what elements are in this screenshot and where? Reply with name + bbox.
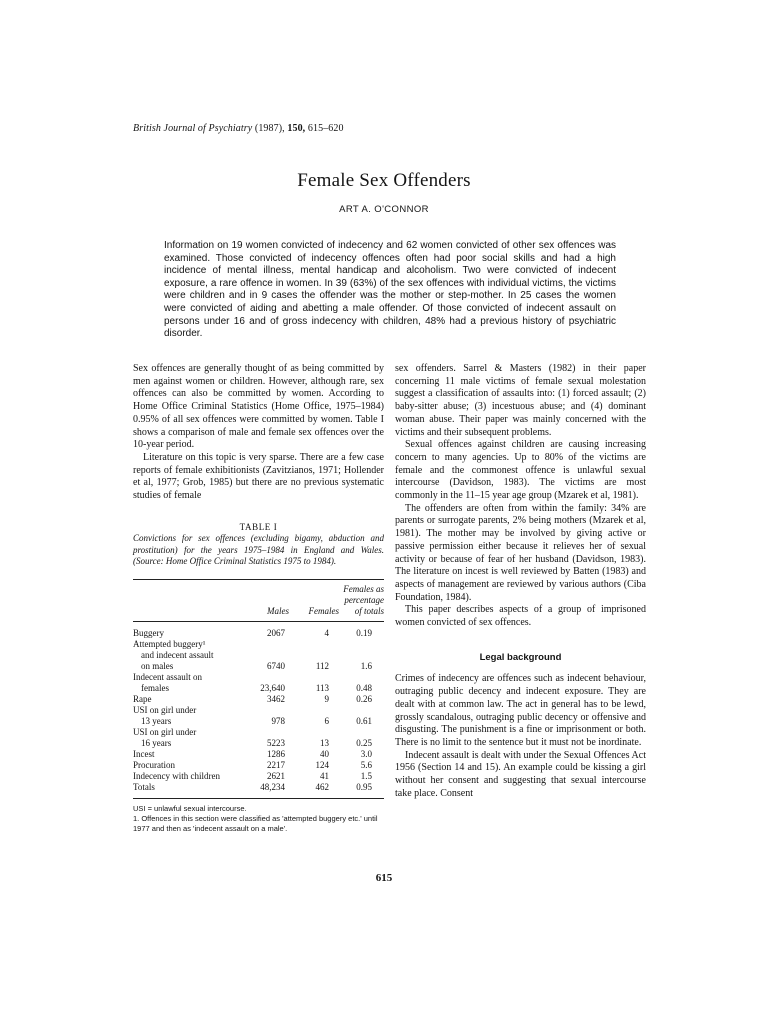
table-cell-females: 13 xyxy=(320,738,329,749)
table-cell-percentage xyxy=(339,672,384,683)
table-cell-males: 2067 xyxy=(267,628,285,639)
page-number: 615 xyxy=(375,872,393,884)
table-cell-percentage xyxy=(339,705,384,716)
table-cell-percentage: 0.26 xyxy=(356,694,372,705)
table-row xyxy=(133,738,384,749)
table-cell-males: 978 xyxy=(271,716,285,727)
table-cell-females: 124 xyxy=(315,760,329,771)
journal-pages: 615–620 xyxy=(307,123,344,134)
table-header-percentage: Females as percentage of totals xyxy=(343,584,384,617)
table-note: USI = unlawful sexual intercourse. xyxy=(133,804,247,814)
table-cell-percentage: 0.61 xyxy=(356,716,372,727)
table-cell-females: 112 xyxy=(315,661,329,672)
table-cell-females: 41 xyxy=(320,771,329,782)
table-cell-males: 2217 xyxy=(267,760,285,771)
table-cell-offence: and indecent assault xyxy=(141,650,214,661)
table-cell-percentage xyxy=(339,639,384,650)
table-cell-percentage: 5.6 xyxy=(360,760,372,771)
table-cell-females xyxy=(289,650,339,661)
table-cell-offence: Buggery xyxy=(133,628,164,639)
table-header-males: Males xyxy=(267,606,289,617)
body-paragraph-1: sex offenders. Sarrel & Masters (1982) in their paper concerning 11 male victims of female sexual molestation suggest a classification of assaults into: (1) forced assault; (2) baby-sitter abuse; (3) incestuous abuse; and (4) dominant woman abuse. Their paper was mainly concerned with the victims and their subsequent problems. xyxy=(395,363,646,438)
left-column xyxy=(133,363,384,834)
table-cell-percentage xyxy=(339,727,384,738)
table-note: 1. Offences in this section were classified as 'attempted buggery etc.' until 1977 and then as 'indecent assault on a male'. xyxy=(133,814,378,834)
table-cell-percentage: 0.19 xyxy=(356,628,372,639)
table-row xyxy=(133,716,384,727)
table-row xyxy=(133,771,384,782)
journal-name: British Journal of Psychiatry xyxy=(133,123,253,134)
table-cell-males xyxy=(247,705,289,716)
journal-volume: 150, xyxy=(287,123,306,134)
table-cell-offence: on males xyxy=(141,661,174,672)
intro-paragraph-2: Literature on this topic is very sparse. There are a few case reports of female exhibitionists (Zavitzianos, 1971; Hollender et al, 1977; Grob, 1985) but there are no previous systematic studies of female xyxy=(133,451,384,502)
table-cell-offence: Procuration xyxy=(133,760,175,771)
table-cell-females: 113 xyxy=(315,683,329,694)
table-cell-females: 4 xyxy=(324,628,329,639)
table-cell-males: 1286 xyxy=(267,749,285,760)
table-cell-females: 6 xyxy=(324,716,329,727)
table-cell-percentage: 0.95 xyxy=(356,782,372,793)
body-paragraph-2: Sexual offences against children are causing increasing concern to many agencies. Up to 80% of the victims are female and the commonest offence is unlawful sexual intercourse (Davidson, 1983). The victims are most commonly in the 11–15 year age group (Mzarek et al, 1981). xyxy=(395,439,646,502)
right-column xyxy=(395,363,646,801)
table-cell-percentage: 3.0 xyxy=(360,749,372,760)
table-cell-percentage: 1.5 xyxy=(360,771,372,782)
table-row xyxy=(133,760,384,771)
table-cell-males: 23,640 xyxy=(260,683,285,694)
table-cell-offence: Indecent assault on xyxy=(133,672,202,683)
table-cell-offence: 16 years xyxy=(141,738,172,749)
table-cell-males xyxy=(247,650,289,661)
table-row xyxy=(133,749,384,760)
table-cell-females: 9 xyxy=(324,694,329,705)
table-row xyxy=(133,661,384,672)
table-cell-males xyxy=(247,639,289,650)
table-cell-offence: Attempted buggery¹ xyxy=(133,639,206,650)
table-caption: Convictions for sex offences (excluding bigamy, abduction and prostitution) for the years 1975–1984 in England and Wales. (Source: Home Office Criminal Statistics 1975 to 1984). xyxy=(133,533,384,566)
table-cell-males: 5223 xyxy=(267,738,285,749)
table-cell-females xyxy=(289,727,339,738)
table-body xyxy=(133,622,384,799)
table-cell-males xyxy=(247,727,289,738)
table-header-offence xyxy=(133,580,247,622)
journal-year: (1987), xyxy=(254,123,285,134)
table-row xyxy=(133,683,384,694)
table-cell-males: 3462 xyxy=(267,694,285,705)
table-cell-females xyxy=(289,672,339,683)
table-row xyxy=(133,622,384,640)
table-cell-offence: Totals xyxy=(133,782,155,793)
body-paragraph-3: The offenders are often from within the family: 34% are parents or surrogate parents, 2% being mothers (Mzarek et al, 1981). The mother may be involved by giving active or passive permission either because it relieves her of sexual activity or because of fear of her husband (Davidson, 1983). The literature on incest is well reviewed by Batten (1983) and aspects of management are reviewed by various authors (Ciba Foundation, 1984). xyxy=(395,502,646,603)
table-cell-offence: Rape xyxy=(133,694,152,705)
table-cell-females: 462 xyxy=(315,782,329,793)
table-cell-offence: Indecency with children xyxy=(133,771,220,782)
table-cell-percentage: 1.6 xyxy=(360,661,372,672)
body-paragraph-6: Indecent assault is dealt with under the Sexual Offences Act 1956 (Section 14 and 15). An example could be kissing a girl without her consent and suggesting that sexual intercourse take place. Consent xyxy=(395,749,646,799)
table-cell-offence: USI on girl under xyxy=(133,727,197,738)
table-cell-offence: Incest xyxy=(133,749,155,760)
body-paragraph-5: Crimes of indecency are offences such as indecent behaviour, outraging public decency and indecent exposure. They are dealt with at common law. The act in general has to be lewd, grossly scandalous, outraging public decency or offensive and disgusting. The punishment is a fine or imprisonment or both. There is no limit to the sentence but it must not be inordinate. xyxy=(395,673,646,748)
body-paragraph-4: This paper describes aspects of a group of imprisoned women convicted of sex offences. xyxy=(395,604,646,629)
table-header-females: Females xyxy=(308,606,339,617)
table-header-row xyxy=(133,580,384,622)
table-row xyxy=(133,650,384,661)
table-cell-percentage: 0.25 xyxy=(356,738,372,749)
intro-paragraph-1: Sex offences are generally thought of as being committed by men against women or children. However, although rare, sex offences can also be committed by women. According to Home Office Criminal Statistics (Home Office, 1975–1984) 0.95% of all sex offences were committed by women. Table I shows a comparison of male and female sex offences over the 10-year period. xyxy=(133,363,384,451)
table-cell-offence: females xyxy=(141,683,169,694)
table-cell-offence: USI on girl under xyxy=(133,705,197,716)
article-abstract: Information on 19 women convicted of indecency and 62 women convicted of other sex offences was examined. Those convicted of indecency offences often had poor social skills and had a high incidence of mental illness, mental handicap and alcoholism. Two were convicted of indecent exposure, a rare offence in women. In 39 (63%) of the sex offences with individual victims, the victims were children and in 9 cases the offender was the mother or step-mother. In 25 cases the women were convicted of aiding and abetting a male offender. Of those convicted of indecent assault on persons under 16 and of gross indecency with children, 48% had a previous history of psychiatric disorder. xyxy=(164,240,616,340)
table-cell-females: 40 xyxy=(320,749,329,760)
table-cell-females xyxy=(289,639,339,650)
article-title: Female Sex Offenders xyxy=(297,170,471,191)
table-cell-males: 6740 xyxy=(267,661,285,672)
table-row xyxy=(133,672,384,683)
table-row xyxy=(133,727,384,738)
table-cell-females xyxy=(289,705,339,716)
table-row xyxy=(133,694,384,705)
journal-citation xyxy=(133,123,633,134)
table-label: TABLE I xyxy=(239,521,278,532)
table-notes xyxy=(133,804,384,834)
table-row xyxy=(133,639,384,650)
convictions-table xyxy=(133,579,384,799)
table-cell-percentage xyxy=(339,650,384,661)
article-author: ART A. O'CONNOR xyxy=(339,204,429,215)
table-cell-males xyxy=(247,672,289,683)
table-cell-males: 2621 xyxy=(267,771,285,782)
table-row xyxy=(133,705,384,716)
table-cell-percentage: 0.48 xyxy=(356,683,372,694)
table-cell-offence: 13 years xyxy=(141,716,172,727)
section-heading-legal-background: Legal background xyxy=(479,651,562,663)
table-cell-males: 48,234 xyxy=(260,782,285,793)
table-row xyxy=(133,782,384,799)
